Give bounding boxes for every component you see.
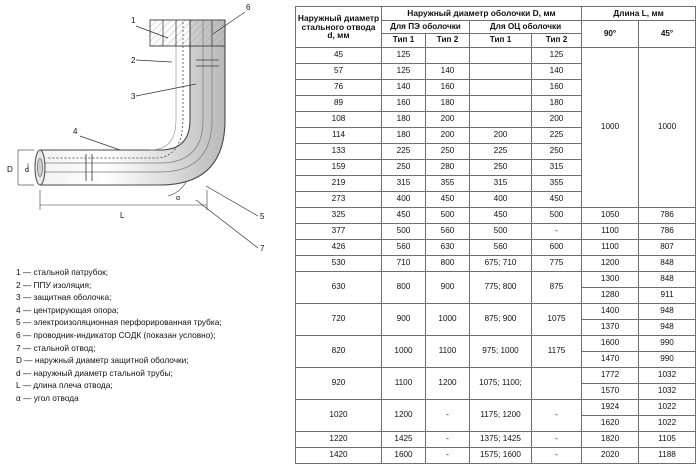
cell-oc-type2: 600	[532, 240, 582, 256]
cell-pe-type1: 160	[382, 96, 426, 112]
cell-diameter-d: 1020	[296, 400, 382, 432]
legend-list	[16, 266, 294, 405]
cell-pe-type2: 160	[426, 80, 470, 96]
cell-oc-type1: 1375; 1425	[470, 432, 532, 448]
cell-pe-type2: 800	[426, 256, 470, 272]
cell-pe-type2: -	[426, 448, 470, 464]
cell-oc-type1: 1075; 1100;	[470, 368, 532, 400]
cell-pe-type2: 200	[426, 112, 470, 128]
cell-length-45: 1188	[639, 448, 696, 464]
cell-oc-type1: 875; 900	[470, 304, 532, 336]
header-diameter-D: Наружный диаметр оболочки D, мм	[382, 7, 582, 21]
cell-oc-type2: 775	[532, 256, 582, 272]
svg-text:7: 7	[260, 244, 265, 253]
cell-pe-type2: 500	[426, 208, 470, 224]
cell-oc-type2: -	[532, 432, 582, 448]
cell-diameter-d: 273	[296, 192, 382, 208]
cell-oc-type2: 225	[532, 128, 582, 144]
legend-item-1: 1 — стальной патрубок;	[16, 267, 109, 277]
cell-diameter-d: 920	[296, 368, 382, 400]
table-row	[296, 448, 696, 464]
cell-diameter-d: 820	[296, 336, 382, 368]
table-row	[296, 400, 696, 416]
header-oc-casing: Для ОЦ оболочки	[470, 20, 582, 34]
cell-oc-type1	[470, 96, 532, 112]
cell-length-90: 1050	[582, 208, 639, 224]
cell-length-45: 990	[639, 336, 696, 352]
cell-pe-type2	[426, 48, 470, 64]
cell-diameter-d: 108	[296, 112, 382, 128]
cell-length-45: 848	[639, 272, 696, 288]
cell-pe-type2: 200	[426, 128, 470, 144]
cell-oc-type1	[470, 112, 532, 128]
pipe-bore	[37, 159, 42, 177]
cell-oc-type1	[470, 80, 532, 96]
cell-oc-type1: 200	[470, 128, 532, 144]
legend-item-D: D — наружный диаметр защитной оболочки;	[16, 355, 189, 366]
table-header-row-1	[296, 7, 696, 21]
cell-pe-type2: -	[426, 432, 470, 448]
cell-pe-type1: 1425	[382, 432, 426, 448]
cell-length-45: 948	[639, 320, 696, 336]
svg-text:6: 6	[246, 3, 251, 12]
cell-pe-type1: 1000	[382, 336, 426, 368]
cell-diameter-d: 530	[296, 256, 382, 272]
header-oc-type2: Тип 2	[532, 34, 582, 48]
header-length-L: Длина L, мм	[582, 7, 696, 21]
cell-length-45: 786	[639, 224, 696, 240]
cell-oc-type1: 450	[470, 208, 532, 224]
table-row	[296, 240, 696, 256]
cell-length-90: 1600	[582, 336, 639, 352]
cell-pe-type2: -	[426, 400, 470, 432]
header-pe-type2: Тип 2	[426, 34, 470, 48]
section-hatch-top	[150, 20, 225, 46]
cell-pe-type1: 140	[382, 80, 426, 96]
cell-pe-type1: 180	[382, 112, 426, 128]
cell-oc-type1	[470, 64, 532, 80]
table-body	[296, 48, 696, 464]
cell-oc-type1: 975; 1000	[470, 336, 532, 368]
specification-table-wrapper	[295, 6, 695, 460]
cell-oc-type1: 775; 800	[470, 272, 532, 304]
cell-pe-type1: 1600	[382, 448, 426, 464]
table-row	[296, 48, 696, 64]
legend-item-d: d — наружный диаметр стальной трубы;	[16, 367, 173, 378]
cell-diameter-d: 1420	[296, 448, 382, 464]
cell-oc-type2: 180	[532, 96, 582, 112]
elbow-technical-drawing	[0, 0, 294, 268]
cell-pe-type1: 1200	[382, 400, 426, 432]
table-row	[296, 432, 696, 448]
cell-oc-type1: 250	[470, 160, 532, 176]
cell-diameter-d: 57	[296, 64, 382, 80]
cell-pe-type1: 1100	[382, 368, 426, 400]
cell-diameter-d: 377	[296, 224, 382, 240]
svg-text:3: 3	[131, 92, 136, 101]
cell-pe-type2: 900	[426, 272, 470, 304]
cell-pe-type1: 225	[382, 144, 426, 160]
header-angle-90: 90°	[582, 20, 639, 47]
cell-pe-type1: 560	[382, 240, 426, 256]
svg-text:4: 4	[73, 127, 78, 136]
legend-item-L: L — длина плеча отвода;	[16, 380, 113, 391]
cell-diameter-d: 219	[296, 176, 382, 192]
cell-oc-type2: 200	[532, 112, 582, 128]
cell-pe-type2: 355	[426, 176, 470, 192]
cell-pe-type1: 315	[382, 176, 426, 192]
cell-pe-type1: 900	[382, 304, 426, 336]
cell-pe-type1: 800	[382, 272, 426, 304]
dimension-label-alpha: α	[176, 195, 181, 202]
specification-table	[295, 6, 696, 464]
legend-item-4: 4 — центрирующая опора;	[16, 304, 119, 315]
cell-oc-type1	[470, 48, 532, 64]
header-angle-45: 45°	[639, 20, 696, 47]
cell-oc-type2: 1075	[532, 304, 582, 336]
cell-oc-type2: -	[532, 400, 582, 432]
cell-pe-type2: 630	[426, 240, 470, 256]
cell-pe-type2: 560	[426, 224, 470, 240]
table-row	[296, 304, 696, 320]
cell-oc-type2: -	[532, 224, 582, 240]
cell-diameter-d: 426	[296, 240, 382, 256]
cell-oc-type2: 1175	[532, 336, 582, 368]
cell-oc-type1: 225	[470, 144, 532, 160]
cell-oc-type2: 500	[532, 208, 582, 224]
cell-length-45: 1032	[639, 384, 696, 400]
cell-diameter-d: 630	[296, 272, 382, 304]
cell-length-45: 848	[639, 256, 696, 272]
cell-oc-type2: 160	[532, 80, 582, 96]
cell-length-90: 1400	[582, 304, 639, 320]
cell-pe-type1: 180	[382, 128, 426, 144]
svg-text:1: 1	[131, 16, 136, 25]
cell-length-90: 1370	[582, 320, 639, 336]
cell-length-90: 1924	[582, 400, 639, 416]
cell-oc-type1: 500	[470, 224, 532, 240]
cell-pe-type2: 280	[426, 160, 470, 176]
cell-diameter-d: 45	[296, 48, 382, 64]
cell-pe-type1: 125	[382, 48, 426, 64]
callout-leaders	[80, 12, 258, 248]
table-row	[296, 224, 696, 240]
cell-length-90: 1100	[582, 240, 639, 256]
cell-pe-type2: 140	[426, 64, 470, 80]
legend-item-3: 3 — защитная оболочка;	[16, 292, 112, 303]
cell-length-45: 1022	[639, 400, 696, 416]
svg-text:2: 2	[131, 56, 136, 65]
header-diameter-d: Наружный диаметр стального отвода d, мм	[296, 7, 382, 48]
dimension-label-d: d	[25, 167, 29, 174]
cell-pe-type2: 250	[426, 144, 470, 160]
cell-length-45: 1022	[639, 416, 696, 432]
cell-length-45: 786	[639, 208, 696, 224]
cell-pe-type2: 180	[426, 96, 470, 112]
cell-oc-type2: -	[532, 448, 582, 464]
cell-oc-type2	[532, 368, 582, 400]
cell-diameter-d: 720	[296, 304, 382, 336]
cell-oc-type2: 125	[532, 48, 582, 64]
header-oc-type1: Тип 1	[470, 34, 532, 48]
cell-length-90: 1300	[582, 272, 639, 288]
cell-pe-type2: 1100	[426, 336, 470, 368]
table-row	[296, 272, 696, 288]
cell-diameter-d: 114	[296, 128, 382, 144]
cell-oc-type1: 400	[470, 192, 532, 208]
cell-length-45: 1000	[639, 48, 696, 208]
cell-pe-type1: 710	[382, 256, 426, 272]
cell-pe-type2: 1200	[426, 368, 470, 400]
cell-oc-type1: 1175; 1200	[470, 400, 532, 432]
cell-oc-type1: 1575; 1600	[470, 448, 532, 464]
table-row	[296, 256, 696, 272]
legend-item-2: 2 — ППУ изоляция;	[16, 279, 92, 290]
cell-diameter-d: 76	[296, 80, 382, 96]
cell-pe-type1: 450	[382, 208, 426, 224]
cell-length-90: 1820	[582, 432, 639, 448]
cell-pe-type1: 250	[382, 160, 426, 176]
cell-length-45: 990	[639, 352, 696, 368]
cell-pe-type2: 450	[426, 192, 470, 208]
cell-length-90: 1200	[582, 256, 639, 272]
cell-length-90: 1470	[582, 352, 639, 368]
cell-diameter-d: 133	[296, 144, 382, 160]
header-pe-casing: Для ПЭ оболочки	[382, 20, 470, 34]
cell-oc-type2: 355	[532, 176, 582, 192]
legend-item-7: 7 — стальной отвод;	[16, 342, 96, 353]
cell-length-90: 1570	[582, 384, 639, 400]
cell-length-45: 948	[639, 304, 696, 320]
cell-oc-type2: 315	[532, 160, 582, 176]
cell-pe-type1: 125	[382, 64, 426, 80]
cell-length-90: 2020	[582, 448, 639, 464]
header-pe-type1: Тип 1	[382, 34, 426, 48]
table-row	[296, 208, 696, 224]
dimension-label-D: D	[7, 165, 13, 174]
cell-diameter-d: 89	[296, 96, 382, 112]
cell-length-90: 1620	[582, 416, 639, 432]
illustration-panel	[0, 0, 294, 432]
cell-length-45: 1032	[639, 368, 696, 384]
cell-length-45: 1105	[639, 432, 696, 448]
cell-pe-type1: 500	[382, 224, 426, 240]
cell-oc-type2: 450	[532, 192, 582, 208]
cell-oc-type1: 315	[470, 176, 532, 192]
dimension-label-L: L	[120, 211, 125, 220]
cell-pe-type1: 400	[382, 192, 426, 208]
legend-item-5: 5 — электроизоляционная перфорированная трубка;	[16, 317, 222, 328]
cell-diameter-d: 1220	[296, 432, 382, 448]
cell-oc-type2: 875	[532, 272, 582, 304]
svg-text:5: 5	[260, 212, 265, 221]
cell-pe-type2: 1000	[426, 304, 470, 336]
cell-length-45: 911	[639, 288, 696, 304]
cell-diameter-d: 325	[296, 208, 382, 224]
cell-oc-type1: 560	[470, 240, 532, 256]
cell-oc-type2: 140	[532, 64, 582, 80]
table-row	[296, 336, 696, 352]
cell-diameter-d: 159	[296, 160, 382, 176]
cell-oc-type2: 250	[532, 144, 582, 160]
cell-length-45: 807	[639, 240, 696, 256]
cell-oc-type1: 675; 710	[470, 256, 532, 272]
cell-length-90: 1100	[582, 224, 639, 240]
legend-item-alpha: α — угол отвода	[16, 392, 79, 403]
legend-item-6: 6 — проводник-индикатор СОДК (показан условно);	[16, 329, 216, 340]
cell-length-90: 1000	[582, 48, 639, 208]
cell-length-90: 1280	[582, 288, 639, 304]
table-row	[296, 368, 696, 384]
cell-length-90: 1772	[582, 368, 639, 384]
